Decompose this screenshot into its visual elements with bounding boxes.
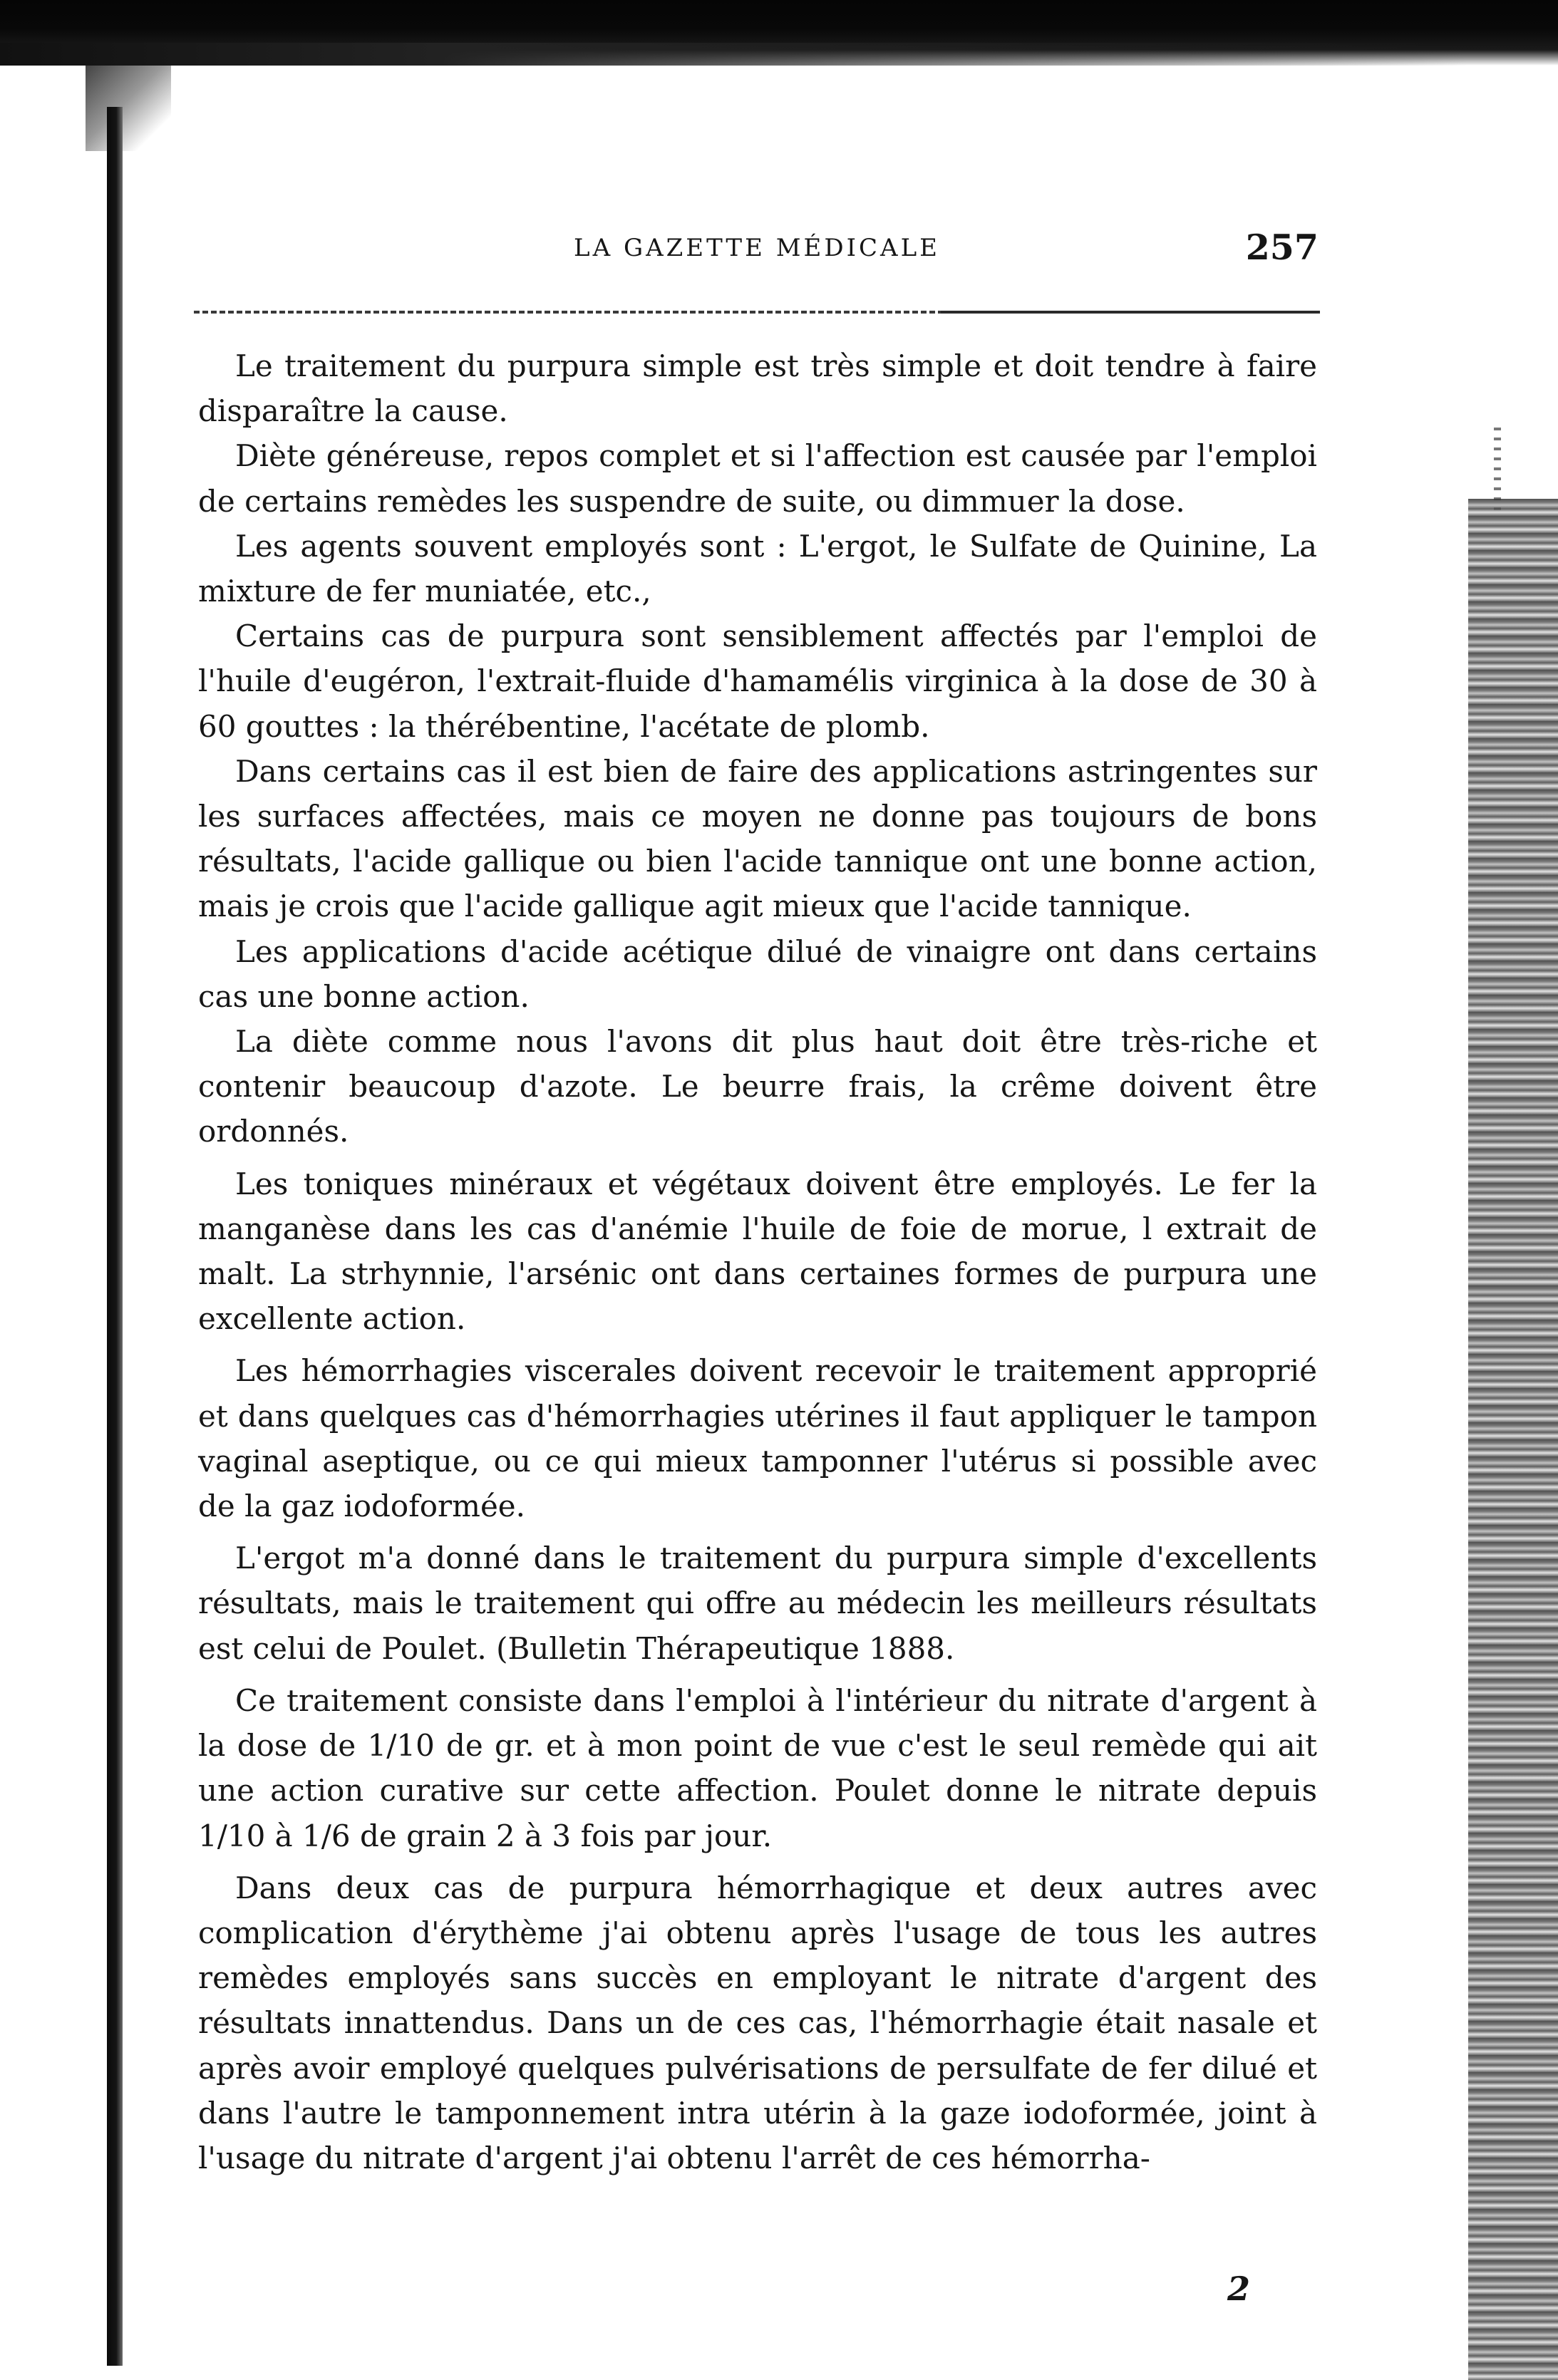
scan-top-shadow [0, 43, 1468, 66]
running-head [192, 227, 1319, 272]
paragraph: L'ergot m'a donné dans le traitement du purpura simple d'excellents résultats, mais le traitement qui offre au médecin les meilleurs résultats est celui de Poulet. (Bulletin Thérapeutique 1888. [198, 1541, 1317, 1666]
paragraph: Les applications d'acide acétique dilué de vinaigre ont dans certains cas une bonne action. [198, 933, 1317, 1014]
paragraph: La diète comme nous l'avons dit plus haut doit être très-riche et contenir beaucoup d'azote. Le beurre frais, la crême doivent être ordonnés. [198, 1024, 1317, 1149]
body-text [198, 343, 1317, 2180]
signature-mark: 2 [1227, 2270, 1251, 2308]
paragraph: Dans deux cas de purpura hémorrhagique et deux autres avec complication d'érythème j'ai obtenu après l'usage de tous les autres remèdes employés sans succès en employant le nitrate d'argent des résultats innattendus. Dans un de ces cas, l'hémorrhagie était nasale et après avoir employé quelques pulvérisations de persulfate de fer dilué et dans l'autre le tamponnement intra utérin à la gaze iodoformée, joint à l'usage du nitrate d'argent j'ai obtenu l'arrêt de ces hémorrha- [198, 1870, 1317, 2175]
paragraph: Ce traitement consiste dans l'emploi à l'intérieur du nitrate d'argent à la dose de 1/10 de gr. et à mon point de vue c'est le seul remède qui ait une action curative sur cette affection. Poulet donne le nitrate depuis 1/10 à 1/6 de grain 2 à 3 fois par jour. [198, 1682, 1317, 1853]
paragraph: Dans certains cas il est bien de faire des applications astringentes sur les surfaces affectées, mais ce moyen ne donne pas toujours de bons résultats, l'acide gallique ou bien l'acide tannique ont une bonne action, mais je crois que l'acide gallique agit mieux que l'acide tannique. [198, 753, 1317, 924]
scan-corner-shadow [86, 66, 171, 151]
paragraph: Le traitement du purpura simple est très simple et doit tendre à faire disparaître la cause. [198, 348, 1317, 429]
scan-right-edge [1468, 499, 1558, 2380]
journal-title: LA GAZETTE MÉDICALE [574, 234, 940, 262]
paragraph: Les hémorrhagies viscerales doivent recevoir le traitement approprié et dans quelques cas d'hémorrhagies utérines il faut appliquer le tampon vaginal aseptique, ou ce qui mieux tamponner l'utérus si possible avec de la gaz iodoformée. [198, 1353, 1317, 1524]
scan-binding-edge [107, 107, 123, 2366]
paragraph: Diète généreuse, repos complet et si l'affection est causée par l'emploi de certains remèdes les suspendre de suite, ou dimmuer la dose. [198, 438, 1317, 519]
paragraph: Les toniques minéraux et végétaux doivent être employés. Le fer la manganèse dans les cas d'anémie l'huile de foie de morue, l extrait de malt. La strhynnie, l'arsénic ont dans certaines formes de purpura une excellente action. [198, 1166, 1317, 1337]
page-number: 257 [1245, 227, 1319, 268]
header-rule-solid [941, 311, 1320, 314]
paragraph: Les agents souvent employés sont : L'ergot, le Sulfate de Quinine, La mixture de fer muniatée, etc., [198, 528, 1317, 609]
paragraph: Certains cas de purpura sont sensiblement affectés par l'emploi de l'huile d'eugéron, l'extrait-fluide d'hamamélis virginica à la dose de 30 à 60 gouttes : la thérébentine, l'acétate de plomb. [198, 619, 1317, 744]
